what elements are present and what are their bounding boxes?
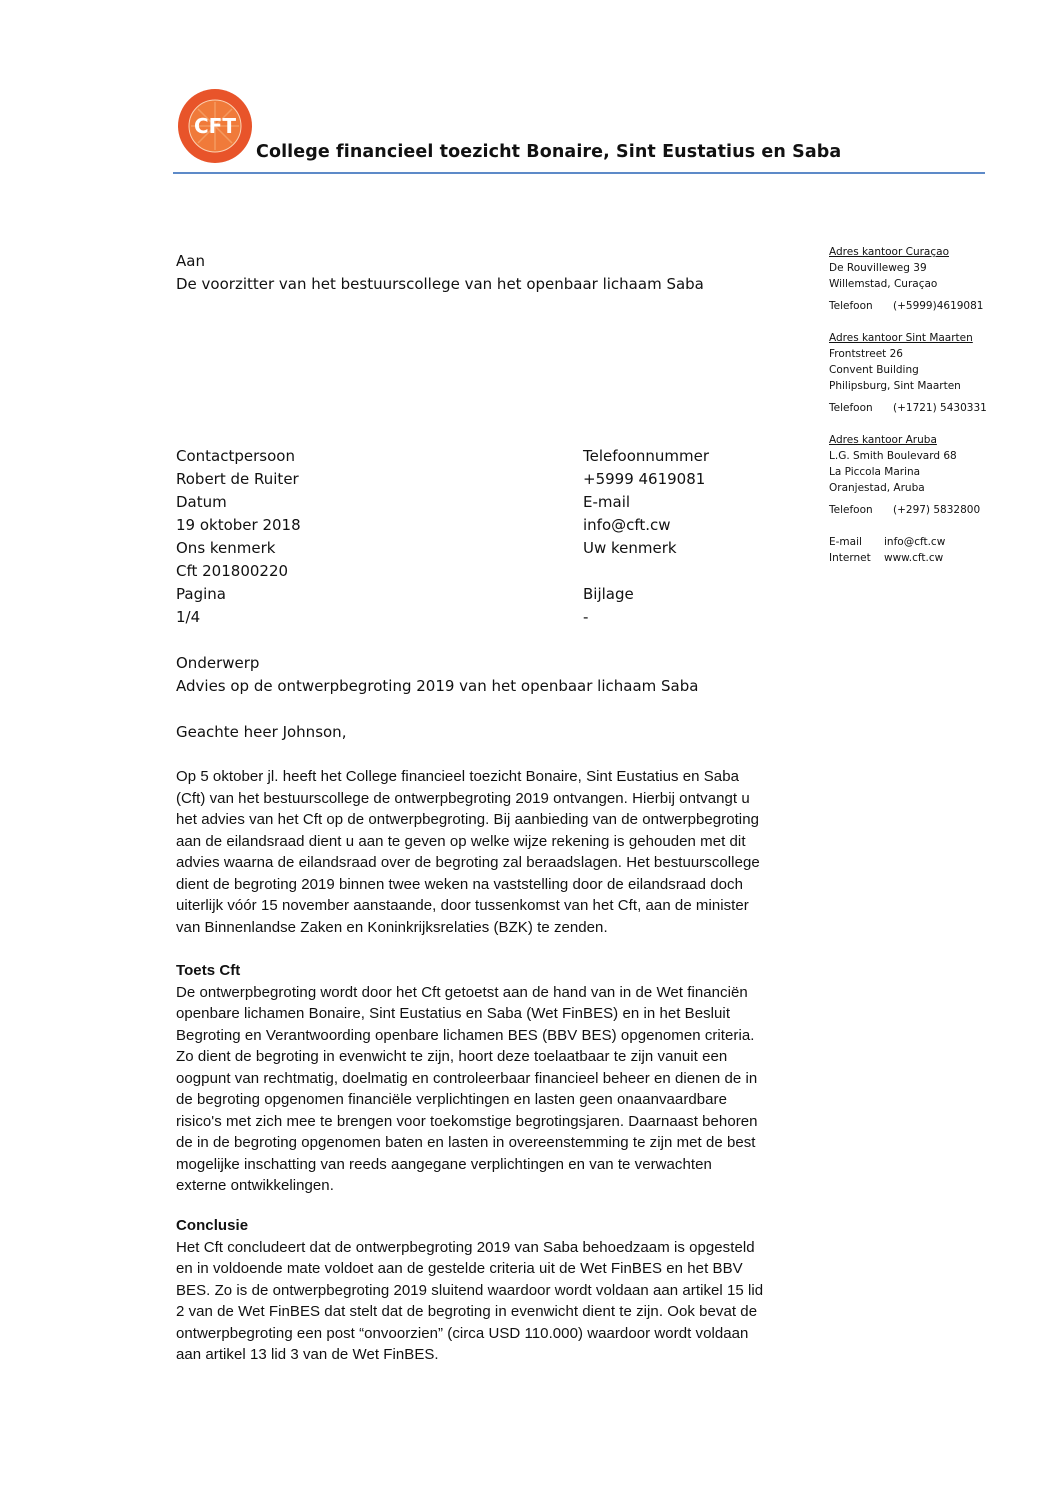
cft-logo — [176, 88, 254, 164]
meta-left-column — [176, 445, 301, 629]
paragraph-line: aan artikel 13 lid 3 van de Wet FinBES. — [176, 1346, 439, 1363]
paragraph-line: Op 5 oktober jl. heeft het College financieel toezicht Bonaire, Sint Eustatius en Saba — [176, 768, 739, 785]
addressee-label: Aan — [176, 252, 205, 270]
page-value: 1/4 — [176, 608, 201, 626]
office-address-line: Willemstad, Curaçao — [829, 278, 938, 290]
office-address-line: L.G. Smith Boulevard 68 — [829, 450, 957, 462]
toets-heading: Toets Cft — [176, 962, 241, 979]
office-heading-aruba: Adres kantoor Aruba — [829, 434, 937, 446]
paragraph-line: Zo dient de begroting in evenwicht te zijn, hoort deze toelaatbaar te zijn vanuit een — [176, 1048, 728, 1065]
subject-value: Advies op de ontwerpbegroting 2019 van het openbaar lichaam Saba — [176, 677, 699, 695]
office-aruba — [829, 432, 987, 518]
office-address-line: Frontstreet 26 — [829, 348, 903, 360]
email-label: E-mail — [583, 493, 631, 511]
paragraph-line: de begroting opgenomen financiële verplichtingen en lasten geen onaanvaardbare — [176, 1091, 727, 1108]
office-curacao — [829, 244, 987, 314]
your-reference-value — [583, 560, 709, 583]
office-phone-value: (+5999)4619081 — [893, 300, 984, 312]
paragraph-line: risico's met zich mee te brengen voor toekomstige begrotingsjaren. Daarnaast behoren — [176, 1112, 758, 1130]
header-divider — [173, 172, 985, 174]
conclusie-section — [176, 1215, 886, 1366]
paragraph-line: Begroting en Verantwoording openbare lichamen BES (BBV BES) opgenomen criteria. — [176, 1026, 755, 1044]
paragraph-line: uiterlijk vóór 15 november aanstaande, door tussenkomst van het Cft, aan de minister — [176, 897, 749, 914]
office-phone-value: (+1721) 5430331 — [893, 402, 987, 414]
addressee-block — [176, 250, 704, 296]
phone-label: Telefoonnummer — [583, 447, 710, 465]
office-phone-row — [829, 400, 987, 416]
internet-label: Internet — [829, 552, 871, 564]
subject-block — [176, 652, 698, 698]
page-label: Pagina — [176, 585, 226, 603]
office-phone-label: Telefoon — [829, 504, 873, 516]
paragraph-line: advies waarna de eilandsraad over de begroting zal beraadslagen. Het bestuurscollege — [176, 854, 760, 871]
office-phone-label: Telefoon — [829, 402, 873, 414]
paragraph-line: mogelijke inschatting van reeds aangegane verplichtingen en van te verwachten — [176, 1155, 712, 1173]
paragraph-line: BES. Zo is de ontwerpbegroting 2019 sluitend waardoor wordt voldaan aan artikel 15 lid — [176, 1281, 764, 1299]
paragraph-line: openbare lichamen Bonaire, Sint Eustatius en Saba (Wet FinBES) en in het Besluit — [176, 1005, 731, 1022]
office-address-line: De Rouvilleweg 39 — [829, 262, 927, 274]
your-reference-label: Uw kenmerk — [583, 539, 677, 557]
paragraph-line: externe ontwikkelingen. — [176, 1177, 334, 1194]
office-addresses-sidebar — [829, 244, 987, 566]
office-phone-value: (+297) 5832800 — [893, 504, 981, 516]
organization-title: College financieel toezicht Bonaire, Sint Eustatius en Saba — [256, 142, 842, 162]
paragraph-line: oogpunt van rechtmatig, doelmatig en controleerbaar financieel beheer en dienen de in — [176, 1069, 758, 1087]
email-link[interactable]: info@cft.cw — [884, 536, 946, 548]
paragraph-line: (Cft) van het bestuurscollege de ontwerpbegroting 2019 ontvangen. Hierbij ontvangt u — [176, 789, 750, 807]
website-link[interactable]: www.cft.cw — [884, 552, 944, 564]
toets-section — [176, 960, 886, 1197]
attachment-label: Bijlage — [583, 585, 634, 603]
phone-value: +5999 4619081 — [583, 470, 706, 488]
date-value: 19 oktober 2018 — [176, 516, 301, 534]
paragraph-line: het advies van het Cft op de ontwerpbegroting. Bij aanbieding van de ontwerpbegroting — [176, 811, 759, 828]
contact-person-label: Contactpersoon — [176, 447, 295, 465]
contact-person-value: Robert de Ruiter — [176, 470, 299, 488]
email-label: E-mail — [829, 536, 862, 548]
office-phone-row — [829, 502, 987, 518]
paragraph-line: ontwerpbegroting een post “onvoorzien” (circa USD 110.000) waardoor wordt voldaan — [176, 1324, 749, 1342]
email-value: info@cft.cw — [583, 516, 671, 534]
office-phone-label: Telefoon — [829, 300, 873, 312]
paragraph-line: en in voldoende mate voldoet aan de gestelde criteria uit de Wet FinBES en het BBV — [176, 1260, 743, 1277]
subject-label: Onderwerp — [176, 654, 260, 672]
office-address-line: La Piccola Marina — [829, 466, 921, 478]
paragraph-line: dient de begroting 2019 binnen twee weken na vaststelling door de eilandsraad doch — [176, 875, 744, 893]
paragraph-line: van Binnenlandse Zaken en Koninkrijksrelaties (BZK) te zenden. — [176, 918, 608, 936]
paragraph-line: De ontwerpbegroting wordt door het Cft getoetst aan de hand van in de Wet financiën — [176, 983, 748, 1001]
salutation: Geachte heer Johnson, — [176, 723, 347, 741]
paragraph-line: de in de begroting opgenomen baten en lasten in overeenstemming te zijn met de best — [176, 1134, 756, 1151]
our-reference-label: Ons kenmerk — [176, 539, 276, 557]
contact-details — [829, 534, 987, 566]
office-address-line: Oranjestad, Aruba — [829, 482, 925, 494]
our-reference-value: Cft 201800220 — [176, 562, 289, 580]
office-heading-sint-maarten: Adres kantoor Sint Maarten — [829, 332, 973, 344]
office-sint-maarten — [829, 330, 987, 416]
logo-text: CFT — [194, 114, 236, 138]
attachment-value: - — [583, 608, 589, 626]
conclusie-heading: Conclusie — [176, 1217, 249, 1234]
office-phone-row — [829, 298, 987, 314]
paragraph-line: aan de eilandsraad dient u aan te geven op welke wijze rekening is gehouden met dit — [176, 832, 746, 850]
paragraph-line: Het Cft concludeert dat de ontwerpbegroting 2019 van Saba behoedzaam is opgesteld — [176, 1238, 755, 1256]
addressee-recipient: De voorzitter van het bestuurscollege van het openbaar lichaam Saba — [176, 275, 704, 293]
meta-right-column — [583, 445, 709, 629]
office-address-line: Convent Building — [829, 364, 919, 376]
intro-paragraph — [176, 766, 886, 938]
date-label: Datum — [176, 493, 227, 511]
office-heading-curacao: Adres kantoor Curaçao — [829, 246, 949, 258]
office-address-line: Philipsburg, Sint Maarten — [829, 380, 961, 392]
paragraph-line: 2 van de Wet FinBES dat stelt dat de begroting in evenwicht dient te zijn. Ook bevat de — [176, 1303, 758, 1320]
